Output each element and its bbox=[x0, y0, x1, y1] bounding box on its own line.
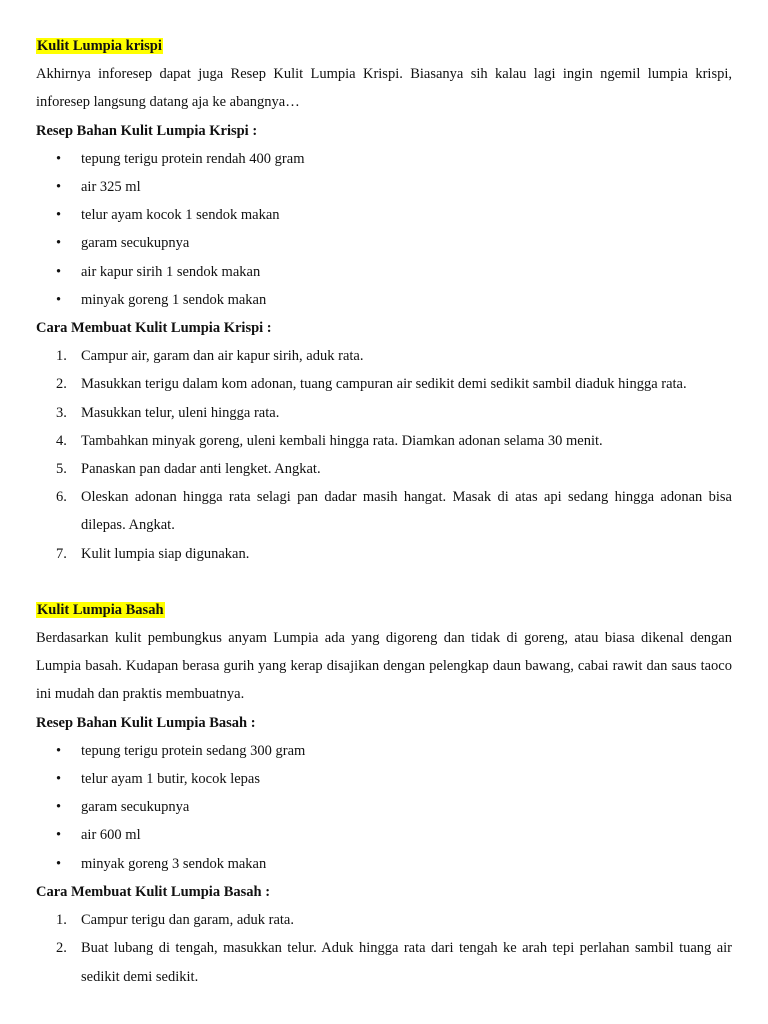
list-item bbox=[36, 201, 732, 229]
ingredient-text: air 325 ml bbox=[81, 179, 141, 196]
bullet-icon: • bbox=[56, 179, 62, 196]
ingredient-text: air kapur sirih 1 sendok makan bbox=[81, 263, 261, 280]
ingredient-text: garam secukupnya bbox=[81, 799, 190, 816]
step-number: 1. bbox=[56, 348, 67, 365]
bullet-icon: • bbox=[56, 263, 62, 280]
list-item bbox=[36, 540, 732, 568]
list-item bbox=[36, 906, 732, 934]
step-text: Buat lubang di tengah, masukkan telur. Aduk hingga rata dari tengah ke arah tepi perlahan sambil tuang air sedikit demi sedikit. bbox=[81, 940, 732, 985]
ingredient-text: garam secukupnya bbox=[81, 235, 190, 252]
steps-list-basah bbox=[36, 906, 732, 991]
steps-heading-krispi: Cara Membuat Kulit Lumpia Krispi : bbox=[36, 320, 272, 337]
list-item bbox=[36, 737, 732, 765]
ingredient-text: tepung terigu protein rendah 400 gram bbox=[81, 150, 305, 167]
step-text: Oleskan adonan hingga rata selagi pan dadar masih hangat. Masak di atas api sedang hingga adonan bisa dilepas. Angkat. bbox=[81, 489, 732, 534]
ingredient-text: telur ayam kocok 1 sendok makan bbox=[81, 207, 280, 224]
ingredients-heading-krispi: Resep Bahan Kulit Lumpia Krispi : bbox=[36, 122, 258, 139]
bullet-icon: • bbox=[56, 799, 62, 816]
step-number: 2. bbox=[56, 376, 67, 393]
bullet-icon: • bbox=[56, 742, 62, 759]
steps-heading-basah: Cara Membuat Kulit Lumpia Basah : bbox=[36, 883, 271, 900]
bullet-icon: • bbox=[56, 235, 62, 252]
ingredients-list-krispi bbox=[36, 145, 732, 314]
list-item bbox=[36, 934, 732, 990]
section-gap bbox=[36, 568, 732, 596]
intro-paragraph-krispi: Akhirnya inforesep dapat juga Resep Kulit Lumpia Krispi. Biasanya sih kalau lagi ingin ngemil lumpia krispi, inforesep langsung datang aja ke abangnya… bbox=[36, 66, 732, 111]
ingredient-text: telur ayam 1 butir, kocok lepas bbox=[81, 771, 261, 788]
list-item bbox=[36, 483, 732, 539]
step-text: Masukkan telur, uleni hingga rata. bbox=[81, 404, 280, 421]
bullet-icon: • bbox=[56, 827, 62, 844]
step-number: 1. bbox=[56, 912, 67, 929]
section-title-container bbox=[36, 596, 732, 624]
ingredient-text: minyak goreng 3 sendok makan bbox=[81, 855, 267, 872]
step-number: 3. bbox=[56, 404, 67, 421]
step-number: 2. bbox=[56, 940, 67, 957]
list-item bbox=[36, 399, 732, 427]
bullet-icon: • bbox=[56, 207, 62, 224]
ingredients-heading-basah: Resep Bahan Kulit Lumpia Basah : bbox=[36, 714, 256, 731]
ingredient-text: tepung terigu protein sedang 300 gram bbox=[81, 742, 306, 759]
step-number: 5. bbox=[56, 461, 67, 478]
bullet-icon: • bbox=[56, 150, 62, 167]
list-item bbox=[36, 455, 732, 483]
step-number: 4. bbox=[56, 432, 67, 449]
section-title-krispi: Kulit Lumpia krispi bbox=[37, 38, 162, 54]
list-item bbox=[36, 258, 732, 286]
list-item bbox=[36, 370, 732, 398]
list-item bbox=[36, 427, 732, 455]
document-page bbox=[36, 32, 732, 991]
list-item bbox=[36, 145, 732, 173]
list-item bbox=[36, 342, 732, 370]
section-title-basah: Kulit Lumpia Basah bbox=[37, 601, 164, 618]
step-text: Masukkan terigu dalam kom adonan, tuang campuran air sedikit demi sedikit sambil diaduk hingga rata. bbox=[81, 376, 687, 393]
list-item bbox=[36, 821, 732, 849]
list-item bbox=[36, 229, 732, 257]
step-number: 7. bbox=[56, 545, 67, 562]
step-text: Campur air, garam dan air kapur sirih, aduk rata. bbox=[81, 348, 364, 365]
step-text: Kulit lumpia siap digunakan. bbox=[81, 545, 250, 562]
ingredient-text: minyak goreng 1 sendok makan bbox=[81, 291, 267, 308]
ingredients-list-basah bbox=[36, 737, 732, 878]
step-text: Tambahkan minyak goreng, uleni kembali hingga rata. Diamkan adonan selama 30 menit. bbox=[81, 432, 603, 449]
step-text: Campur terigu dan garam, aduk rata. bbox=[81, 912, 294, 929]
ingredient-text: air 600 ml bbox=[81, 827, 141, 844]
intro-paragraph-basah: Berdasarkan kulit pembungkus anyam Lumpia ada yang digoreng dan tidak di goreng, atau biasa dikenal dengan Lumpia basah. Kudapan berasa gurih yang kerap disajikan dengan pelengkap daun bawang, cabai rawit dan saus taoco ini mudah dan praktis membuatnya. bbox=[36, 630, 732, 703]
bullet-icon: • bbox=[56, 771, 62, 788]
list-item bbox=[36, 850, 732, 878]
step-text: Panaskan pan dadar anti lengket. Angkat. bbox=[81, 461, 321, 478]
steps-list-krispi bbox=[36, 342, 732, 568]
list-item bbox=[36, 173, 732, 201]
bullet-icon: • bbox=[56, 855, 62, 872]
list-item bbox=[36, 793, 732, 821]
step-number: 6. bbox=[56, 489, 67, 506]
bullet-icon: • bbox=[56, 291, 62, 308]
list-item bbox=[36, 765, 732, 793]
list-item bbox=[36, 286, 732, 314]
section-title-container bbox=[36, 32, 732, 60]
